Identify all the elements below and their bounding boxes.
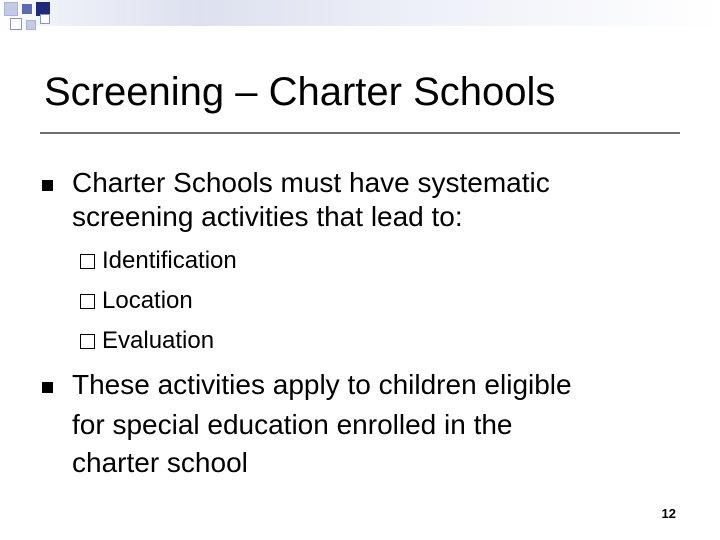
slide-title: Screening – Charter Schools xyxy=(44,70,556,114)
bullet-text-line: These activities apply to children eligible xyxy=(72,369,572,400)
hollow-square-bullet-icon xyxy=(80,254,95,269)
decorative-square-icon xyxy=(22,4,32,14)
bullet-text-line: screening activities that lead to: xyxy=(72,201,463,232)
bullet-text-line: for special education enrolled in the xyxy=(72,409,513,440)
sub-bullet-item: Evaluation xyxy=(102,327,215,354)
page-number: 12 xyxy=(661,506,676,521)
decorative-square-icon xyxy=(40,14,50,24)
top-decorative-band xyxy=(0,0,720,26)
bullet-text-line: charter school xyxy=(72,447,248,478)
filled-square-bullet-icon xyxy=(42,180,53,191)
bullet-text-line: Charter Schools must have systematic xyxy=(72,167,550,198)
sub-bullet-item: Identification xyxy=(102,247,237,274)
hollow-square-bullet-icon xyxy=(80,294,95,309)
filled-square-bullet-icon xyxy=(42,382,53,393)
decorative-square-icon xyxy=(10,18,22,30)
title-divider xyxy=(40,132,680,134)
decorative-square-icon xyxy=(26,20,36,30)
decorative-square-icon xyxy=(4,2,18,16)
sub-bullet-item: Location xyxy=(102,287,193,314)
hollow-square-bullet-icon xyxy=(80,334,95,349)
